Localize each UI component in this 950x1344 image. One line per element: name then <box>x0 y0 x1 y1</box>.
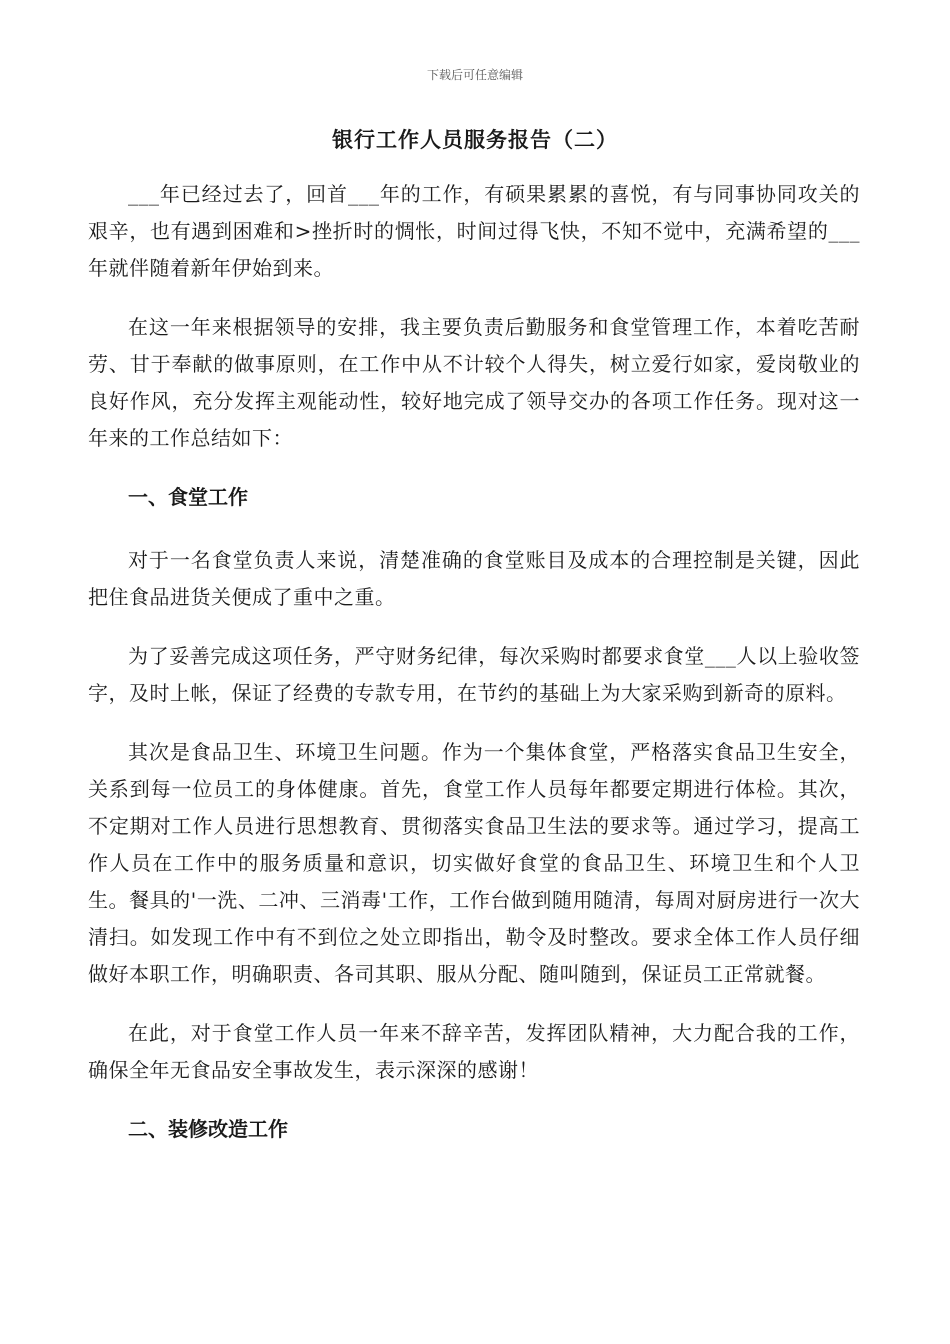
section-heading-renovation: 二、装修改造工作 <box>128 1117 288 1141</box>
section-heading-canteen: 一、食堂工作 <box>128 485 248 509</box>
paragraph-canteen-hygiene: 其次是食品卫生、环境卫生问题。作为一个集体食堂，严格落实食品卫生安全，关系到每一位员工的身体健康。首先，食堂工作人员每年都要定期进行体检。其次，不定期对工作人员进行思想教育、贯彻落实食品卫生法的要求等。通过学习，提高工作人员在工作中的服务质量和意识，切实做好食堂的食品卫生、环境卫生和个人卫生。餐具的'一洗、二冲、三消毒'工作，工作台做到随用随清，每周对厨房进行一次大清扫。如发现工作中有不到位之处立即指出，勒令及时整改。要求全体工作人员仔细做好本职工作，明确职责、各司其职、服从分配、随叫随到，保证员工正常就餐。 <box>88 740 860 986</box>
document-title: 银行工作人员服务报告（二） <box>332 127 618 152</box>
paragraph-overview: 在这一年来根据领导的安排，我主要负责后勤服务和食堂管理工作，本着吃苦耐劳、甘于奉献的做事原则，在工作中从不计较个人得失，树立爱行如家，爱岗敬业的良好作风，充分发挥主观能动性，较好地完成了领导交办的各项工作任务。现对这一年来的工作总结如下： <box>88 315 860 450</box>
document-body <box>88 176 860 1174</box>
paragraph-canteen-accounts: 对于一名食堂负责人来说，清楚准确的食堂账目及成本的合理控制是关键，因此把住食品进货关便成了重中之重。 <box>88 548 860 609</box>
header-note: 下载后可任意编辑 <box>426 68 523 82</box>
paragraph-intro: ___年已经过去了，回首___年的工作，有硕果累累的喜悦，有与同事协同攻关的艰辛，也有遇到困难和>挫折时的惆怅，时间过得飞快，不知不觉中，充满希望的___年就伴随着新年伊始到来。 <box>88 182 860 280</box>
paragraph-canteen-thanks: 在此，对于食堂工作人员一年来不辞辛苦，发挥团队精神，大力配合我的工作，确保全年无食品安全事故发生，表示深深的感谢！ <box>88 1021 860 1082</box>
paragraph-canteen-purchasing: 为了妥善完成这项任务，严守财务纪律，每次采购时都要求食堂___人以上验收签字，及时上帐，保证了经费的专款专用，在节约的基础上为大家采购到新奇的原料。 <box>88 644 860 705</box>
